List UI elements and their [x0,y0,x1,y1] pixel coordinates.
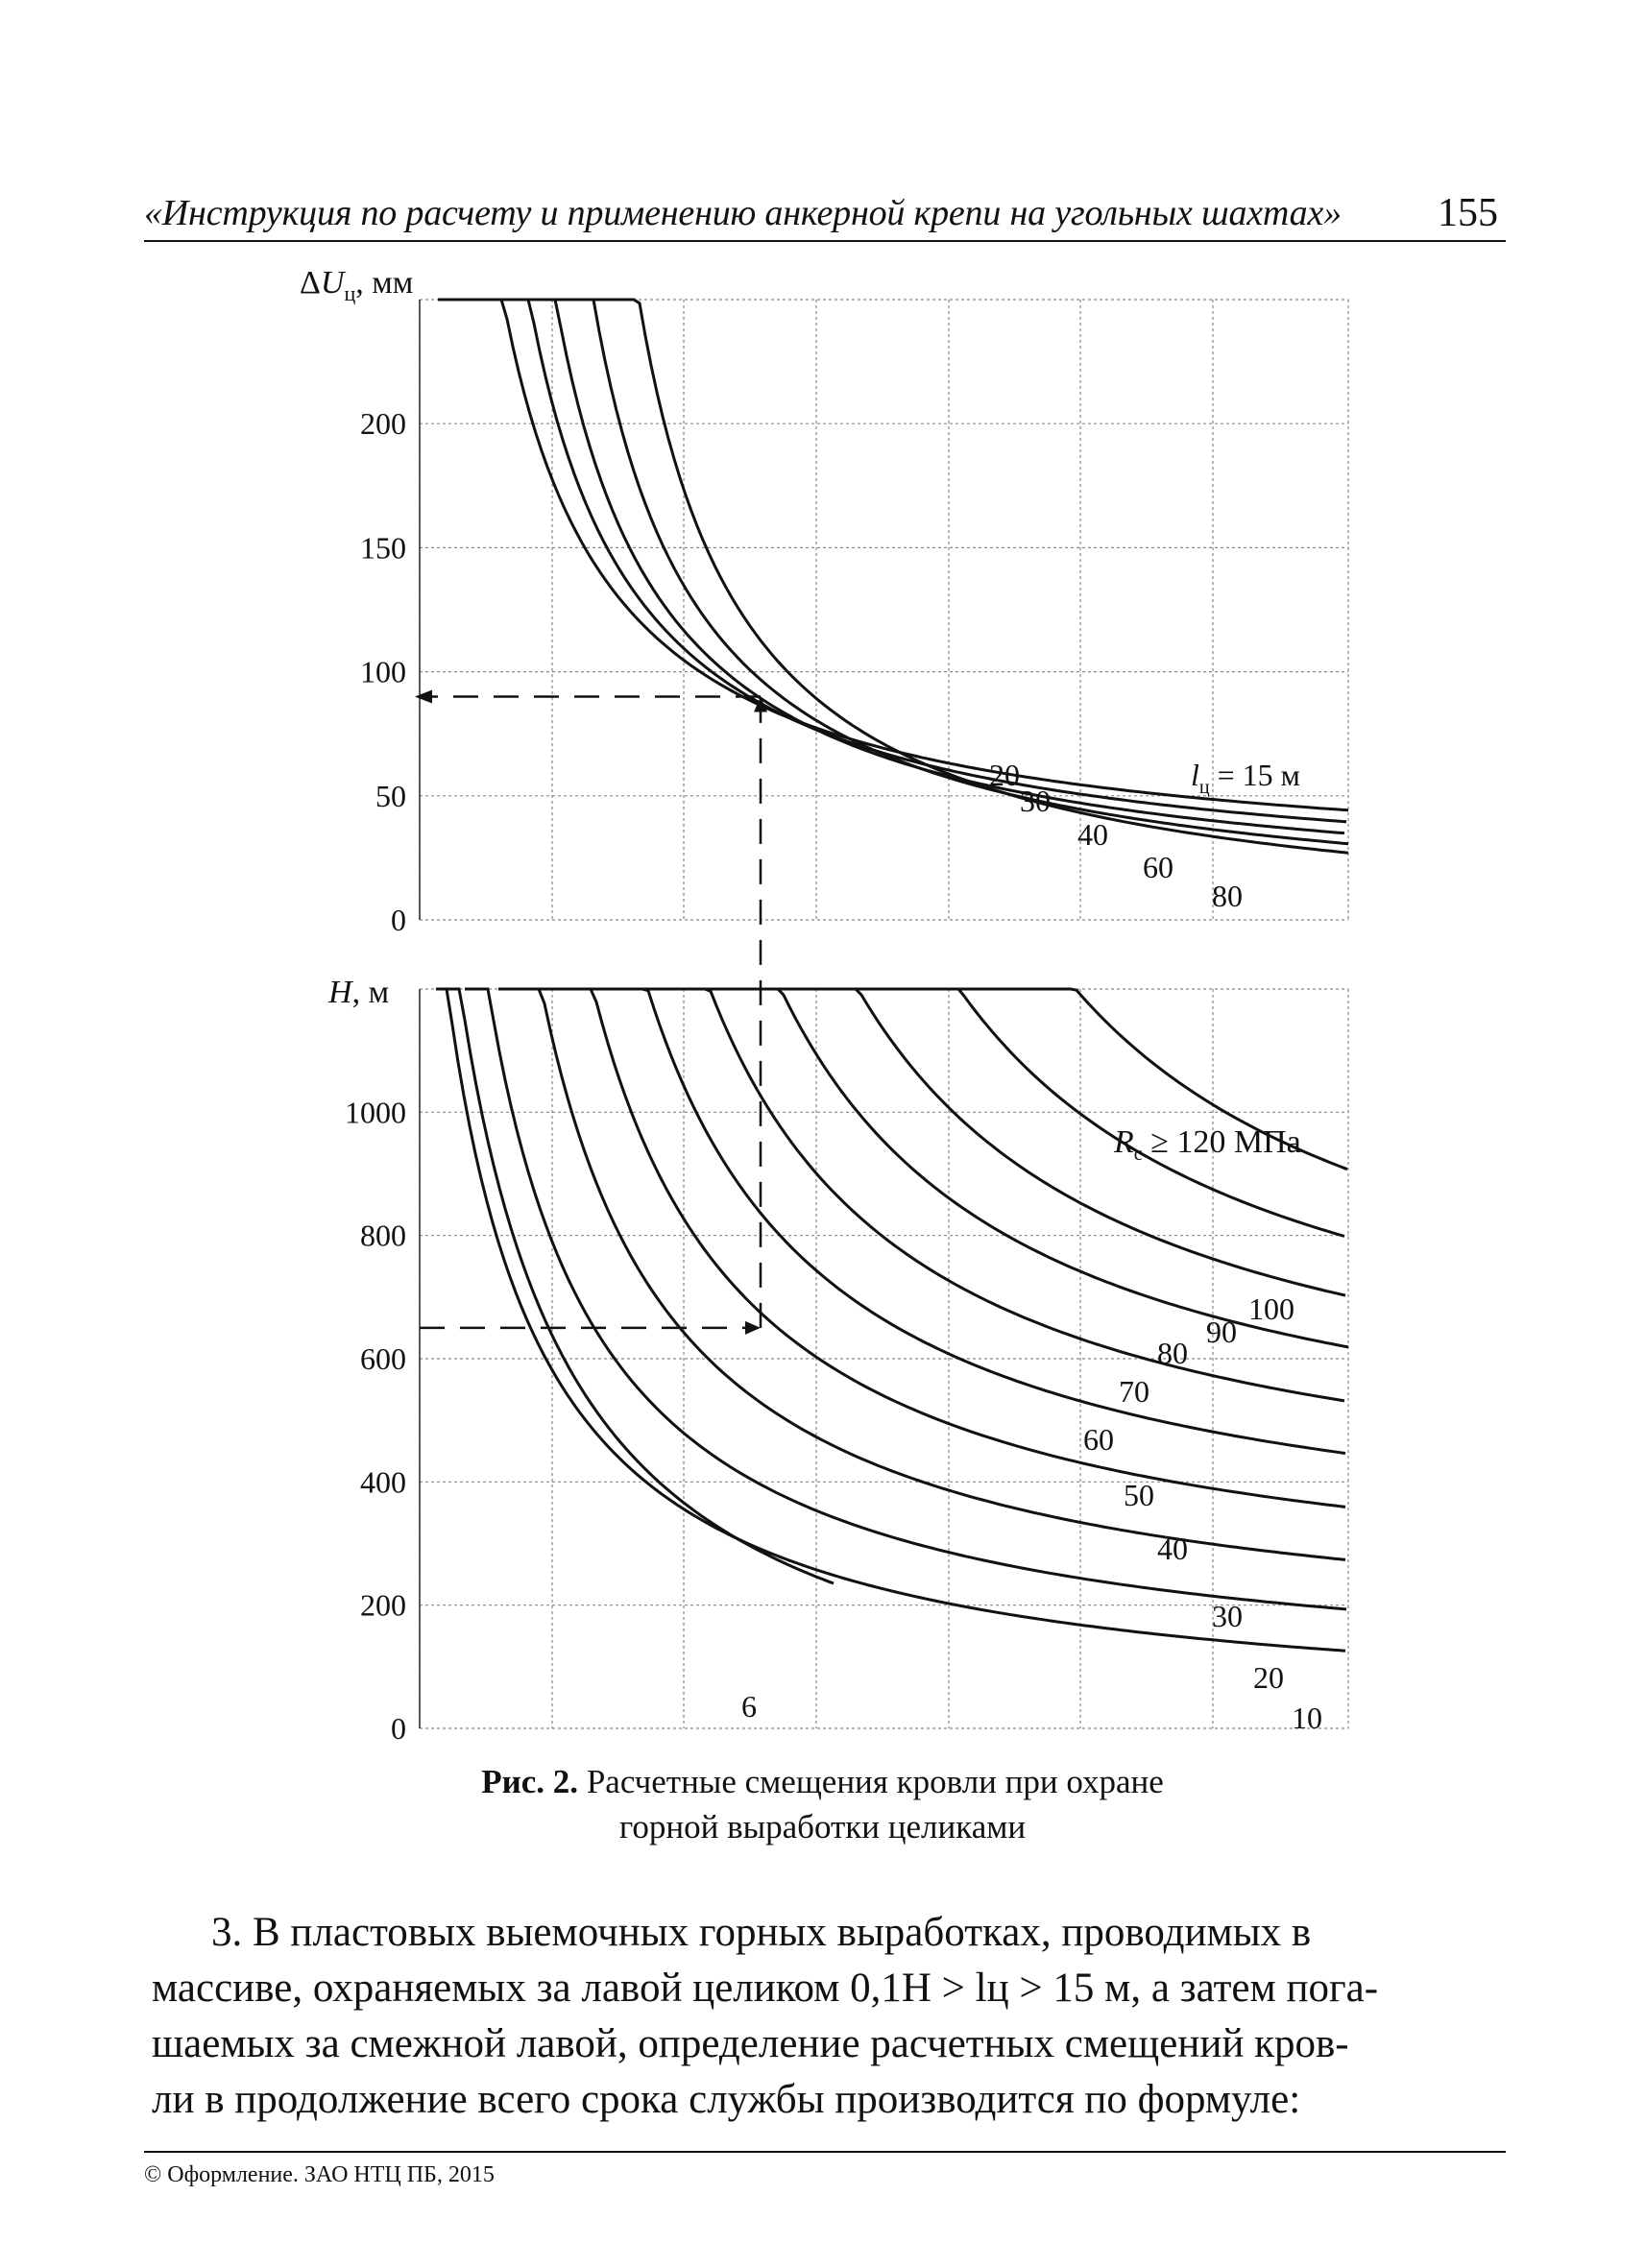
top-y-label: $\Delta U_ц$, мм [300,265,414,305]
top-y-tick-label: 50 [375,778,406,813]
bottom-curve-label-60: 60 [1083,1422,1114,1457]
body-line-4: ли в продолжение всего срока службы производится по формуле: [152,2077,1301,2122]
footer-rule [144,2151,1506,2153]
figure-caption-number: Рис. 2. [481,1763,579,1800]
footer-copyright: © Оформление. ЗАО НТЦ ПБ, 2015 [144,2162,495,2187]
top-y-tick-label: 150 [360,530,406,566]
figure-caption-text: Расчетные смещения кровли при охране [578,1763,1164,1800]
top-y-tick-label: 100 [360,654,406,689]
figure-caption-line1 [0,1760,1645,1804]
page-number: 155 [1438,191,1498,235]
bottom-curve-label-40: 40 [1157,1532,1188,1566]
bottom-curve-30 [498,989,1345,1559]
bottom-legend-text: $R_с \ge 120$ МПа [1114,1124,1301,1165]
bottom-curve-label-100: 100 [1248,1291,1294,1326]
bottom-curve-label-80: 80 [1157,1336,1188,1370]
bottom-curve-label-30: 30 [1212,1599,1243,1633]
top-curve-label-20: 20 [989,758,1020,792]
top-y-tick-label: 200 [360,406,406,442]
top-legend-text: $l_ц = 15$ м [1191,758,1300,798]
top-curve-label-30: 30 [1020,784,1051,818]
reading-path-arrow-right [745,1321,761,1335]
bottom-curve-label-6: 6 [741,1689,757,1724]
body-line-3: шаемых за смежной лавой, определение расчетных смещений кров- [152,2021,1349,2066]
body-line-1: 3. В пластовых выемочных горных выработках, проводимых в [211,1910,1312,1955]
figure-caption-line2: горной выработки целиками [618,1808,1027,1846]
bottom-curve-label-70: 70 [1119,1374,1149,1409]
bottom-curve-6 [436,989,834,1583]
bottom-y-tick-label: 800 [360,1218,406,1253]
top-curve-20 [438,300,1348,810]
bottom-y-tick-label: 1000 [345,1095,406,1130]
top-curve-30 [465,300,1346,822]
bottom-curve-70 [628,989,1348,1347]
bottom-y-tick-label: 600 [360,1341,406,1376]
reading-path-arrow-left [415,689,432,703]
bottom-curve-20 [465,989,1346,1609]
bottom-curve-label-20: 20 [1253,1660,1284,1695]
top-curve-label-80: 80 [1212,879,1243,913]
top-y-tick-label: 0 [391,903,406,937]
top-curve-label-40: 40 [1077,817,1108,852]
top-curve-label-60: 60 [1143,850,1173,884]
header-title: «Инструкция по расчету и применению анкерной крепи на угольных шахтах» [144,193,1342,233]
bottom-y-tick-label: 200 [360,1587,406,1623]
bottom-curve-label-10: 10 [1292,1701,1322,1735]
bottom-curve-label-50: 50 [1124,1478,1154,1512]
top-curve-40 [492,300,1344,833]
bottom-curve-50 [556,989,1345,1454]
bottom-y-label: H, м [328,975,390,1010]
bottom-y-tick-label: 400 [360,1464,406,1500]
bottom-curve-label-90: 90 [1206,1315,1237,1349]
bottom-y-tick-label: 0 [391,1711,406,1746]
bottom-curve-40 [527,989,1345,1507]
body-line-2: массиве, охраняемых за лавой целиком 0,1H > lц > 15 м, а затем пога- [152,1966,1379,2011]
